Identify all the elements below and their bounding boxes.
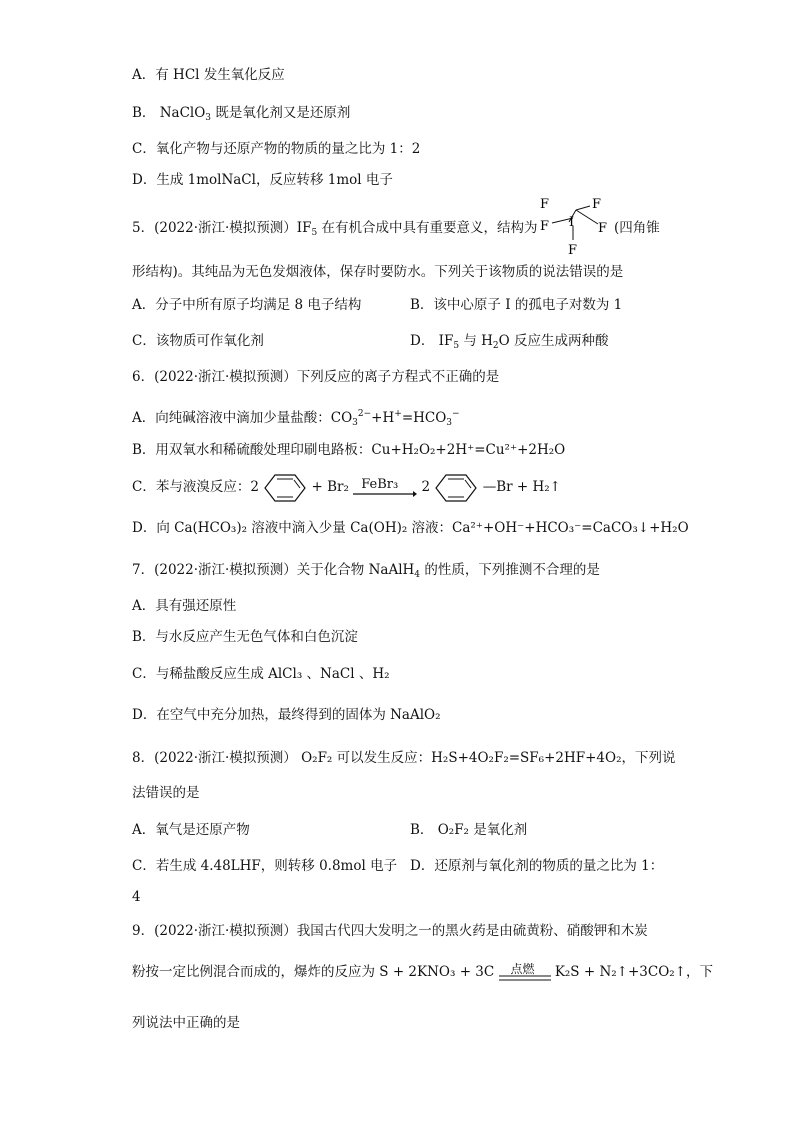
condition-label: 点燃	[510, 961, 535, 976]
benzene-ring-icon	[263, 473, 307, 503]
q5-stem-tail: (四角锥	[614, 220, 660, 236]
q8-option-c: C．若生成 4.48LHF，则转移 0.8mol 电子	[132, 858, 398, 874]
atom-f-right: F	[598, 221, 608, 236]
q9-stem-line2: 粉按一定比例混合而成的，爆炸的反应为 S + 2KNO₃ + 3C 点燃 K₂S + N₂↑+3CO₂↑，下	[132, 958, 713, 987]
q6-option-c: C．苯与液溴反应：2 + Br₂ FeBr₃ 2 —Br + H₂↑	[132, 472, 561, 503]
atom-i-center: I	[569, 215, 575, 230]
q5-option-b: B．该中心原子 I 的孤电子对数为 1	[410, 297, 623, 313]
q7-option-b: B．与水反应产生无色气体和白色沉淀	[132, 629, 358, 645]
q8-option-d-continued: 4	[132, 889, 141, 905]
q9-stem-line3: 列说法中正确的是	[132, 1015, 240, 1031]
q5-option-a: A．分子中所有原子均满足 8 电子结构	[132, 297, 362, 313]
q7-option-d: D．在空气中充分加热，最终得到的固体为 NaAlO₂	[132, 707, 441, 723]
q8-option-d: D．还原剂与氧化剂的物质的量之比为 1：	[410, 858, 664, 874]
q7-stem: 7．(2022·浙江·模拟预测）关于化合物 NaAlH$_4$ 的性质，下列推测不合理的是	[132, 562, 600, 580]
if5-structure-diagram	[540, 196, 632, 258]
atom-f-left: F	[540, 219, 550, 234]
q5-stem-line2: 形结构)。其纯品为无色发烟液体，保存时要防水。下列关于该物质的说法错误的是	[132, 264, 624, 280]
q4-option-d: D．生成 1molNaCl，反应转移 1mol 电子	[132, 172, 393, 188]
q9-stem-line1: 9．(2022·浙江·模拟预测）我国古代四大发明之一的黑火药是由硫黄粉、硝酸钾和木炭	[132, 923, 648, 939]
q5-option-c: C．该物质可作氧化剂	[132, 333, 264, 349]
atom-f-top-left: F	[540, 197, 550, 212]
q4-option-c: C．氧化产物与还原产物的物质的量之比为 1：2	[132, 141, 421, 157]
q6-stem: 6．(2022·浙江·模拟预测）下列反应的离子方程式不正确的是	[132, 369, 500, 385]
q8-option-b: B． O₂F₂ 是氧化剂	[410, 822, 528, 838]
atom-f-bottom: F	[568, 243, 578, 258]
catalyst-label: FeBr₃	[361, 476, 399, 492]
q8-stem-line1: 8．(2022·浙江·模拟预测） O₂F₂ 可以发生反应：H₂S+4O₂F₂=SF₆+2HF+4O₂，下列说	[132, 750, 676, 766]
q8-option-a: A．氧气是还原产物	[132, 822, 250, 838]
benzene-ring-icon	[434, 473, 478, 503]
q6-option-a: A．向纯碱溶液中滴加少量盐酸：$CO_3^{2-}+H^+=HCO_3^-$	[132, 409, 460, 428]
q6-option-d: D．向 Ca(HCO₃)₂ 溶液中滴入少量 Ca(OH)₂ 溶液：Ca²⁺+OH⁻+HCO₃⁻=CaCO₃↓+H₂O	[132, 520, 689, 536]
q7-option-c: C．与稀盐酸反应生成 AlCl₃ 、NaCl 、H₂	[132, 666, 390, 682]
q6-option-b: B．用双氧水和稀硫酸处理印刷电路板：Cu+H₂O₂+2H⁺=Cu²⁺+2H₂O	[132, 442, 566, 458]
atom-f-top-right: F	[592, 197, 602, 212]
q5-stem-line1: 5．(2022·浙江·模拟预测）$IF_5$ 在有机合成中具有重要意义，结构为	[132, 220, 538, 238]
q4-option-b: B． NaClO$_3$ 既是氧化剂又是还原剂	[132, 105, 351, 123]
q7-option-a: A．具有强还原性	[132, 598, 237, 614]
double-line-icon	[499, 975, 551, 981]
right-arrow-icon	[353, 489, 417, 499]
reaction-arrow-with-catalyst	[353, 474, 417, 502]
q4-option-a: A．有 HCl 发生氧化反应	[132, 67, 285, 83]
q8-stem-line2: 法错误的是	[132, 785, 200, 801]
reaction-condition-arrow	[499, 959, 551, 987]
q5-option-d: D． $IF_5$ 与 $H_2O$ 反应生成两种酸	[410, 333, 609, 351]
